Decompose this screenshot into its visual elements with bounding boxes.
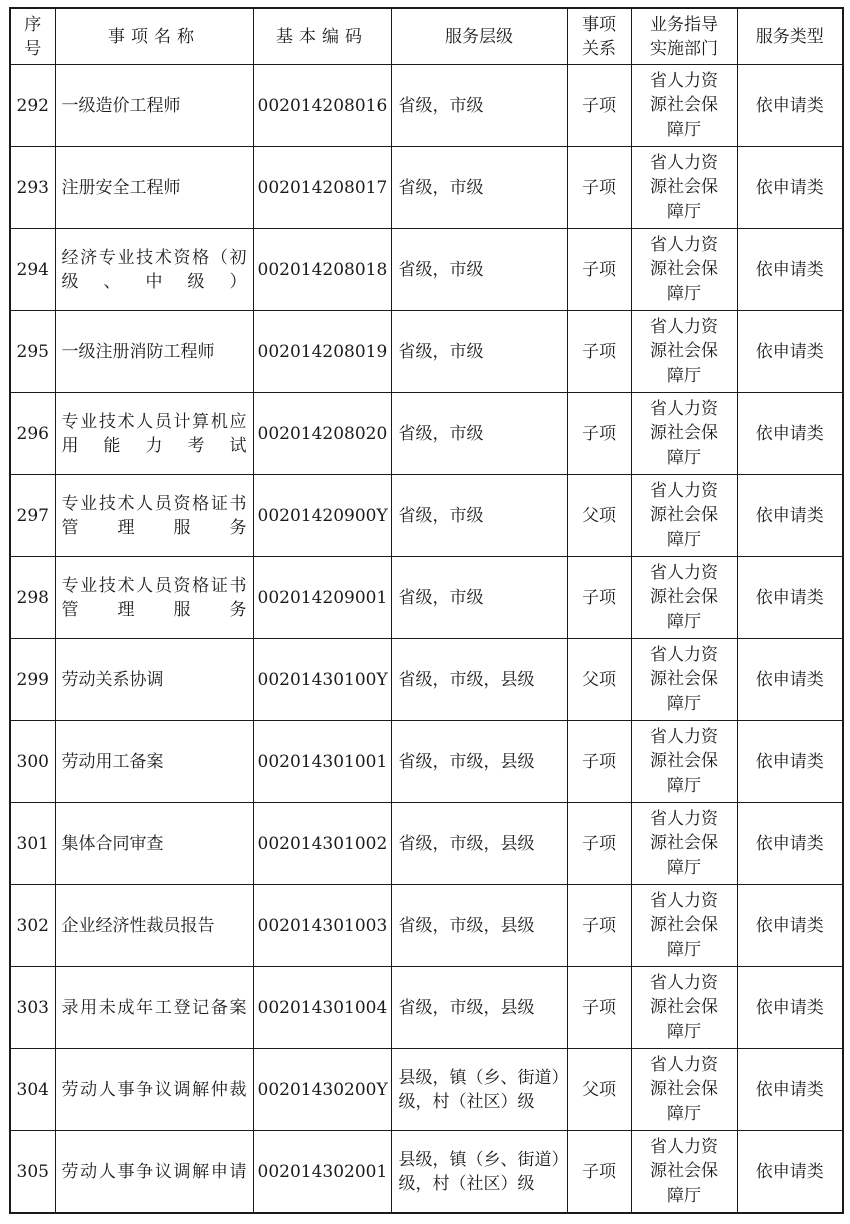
row-dept-line: 障厅 [667, 611, 701, 632]
row-seq: 299 [10, 639, 55, 721]
table-row [10, 65, 843, 147]
row-code: 00201430200Y [253, 1049, 391, 1131]
row-seq: 295 [10, 311, 55, 393]
row-level: 省级，市级 [391, 229, 567, 311]
row-dept [631, 885, 737, 967]
row-code: 002014209001 [253, 557, 391, 639]
row-dept-line: 障厅 [667, 693, 701, 714]
row-name: 经济专业技术资格（初级、中级） [55, 229, 253, 311]
row-code: 00201430100Y [253, 639, 391, 721]
row-code: 002014208018 [253, 229, 391, 311]
row-type: 依申请类 [737, 803, 843, 885]
row-relation: 子项 [567, 803, 631, 885]
row-dept-line: 障厅 [667, 939, 701, 960]
row-relation: 父项 [567, 1049, 631, 1131]
row-level: 省级，市级，县级 [391, 639, 567, 721]
row-dept [631, 65, 737, 147]
row-level: 省级，市级，县级 [391, 885, 567, 967]
row-dept [631, 721, 737, 803]
service-items-table [9, 7, 844, 1214]
row-dept-line: 障厅 [667, 283, 701, 304]
row-type: 依申请类 [737, 721, 843, 803]
table-row [10, 475, 843, 557]
row-code: 002014301003 [253, 885, 391, 967]
header-type: 服务类型 [737, 8, 843, 65]
table-row [10, 311, 843, 393]
header-code: 基本编码 [253, 8, 391, 65]
row-level: 县级，镇（乡、街道）级，村（社区）级 [391, 1049, 567, 1131]
header-name: 事项名称 [55, 8, 253, 65]
table-row [10, 639, 843, 721]
row-dept-line: 障厅 [667, 775, 701, 796]
row-type: 依申请类 [737, 65, 843, 147]
table-row [10, 229, 843, 311]
row-level: 省级，市级，县级 [391, 721, 567, 803]
row-dept-line: 障厅 [667, 1103, 701, 1124]
row-name: 专业技术人员计算机应用能力考试 [55, 393, 253, 475]
row-type: 依申请类 [737, 311, 843, 393]
row-code: 002014301001 [253, 721, 391, 803]
row-type: 依申请类 [737, 967, 843, 1049]
table-row [10, 803, 843, 885]
row-dept-line: 省人力资 [650, 1136, 718, 1157]
row-seq: 292 [10, 65, 55, 147]
row-dept-line: 省人力资 [650, 398, 718, 419]
row-name: 劳动用工备案 [55, 721, 253, 803]
row-seq: 301 [10, 803, 55, 885]
row-dept-line: 障厅 [667, 201, 701, 222]
row-code: 002014208020 [253, 393, 391, 475]
row-level: 省级，市级 [391, 65, 567, 147]
row-relation: 子项 [567, 721, 631, 803]
row-level: 县级，镇（乡、街道）级，村（社区）级 [391, 1131, 567, 1214]
row-seq: 304 [10, 1049, 55, 1131]
row-relation: 子项 [567, 393, 631, 475]
row-dept-line: 源社会保 [650, 915, 718, 936]
row-seq: 302 [10, 885, 55, 967]
row-relation: 父项 [567, 639, 631, 721]
row-seq: 294 [10, 229, 55, 311]
row-name: 集体合同审查 [55, 803, 253, 885]
row-dept-line: 省人力资 [650, 890, 718, 911]
row-seq: 296 [10, 393, 55, 475]
row-name: 劳动人事争议调解仲裁 [55, 1049, 253, 1131]
header-relation: 事项 关系 [567, 8, 631, 65]
row-level: 省级，市级 [391, 557, 567, 639]
row-dept-line: 源社会保 [650, 587, 718, 608]
row-dept-line: 源社会保 [650, 259, 718, 280]
row-dept [631, 1049, 737, 1131]
row-type: 依申请类 [737, 557, 843, 639]
row-level: 省级，市级，县级 [391, 803, 567, 885]
row-dept-line: 省人力资 [650, 808, 718, 829]
header-seq: 序 号 [10, 8, 55, 65]
row-dept-line: 障厅 [667, 447, 701, 468]
row-type: 依申请类 [737, 147, 843, 229]
row-type: 依申请类 [737, 475, 843, 557]
row-relation: 子项 [567, 229, 631, 311]
row-dept-line: 源社会保 [650, 177, 718, 198]
row-dept-line: 障厅 [667, 1185, 701, 1206]
row-dept [631, 639, 737, 721]
row-dept [631, 229, 737, 311]
row-level: 省级，市级 [391, 311, 567, 393]
row-relation: 子项 [567, 1131, 631, 1214]
row-level: 省级，市级 [391, 147, 567, 229]
table-row [10, 1049, 843, 1131]
row-level: 省级，市级 [391, 475, 567, 557]
row-dept-line: 源社会保 [650, 341, 718, 362]
row-dept-line: 障厅 [667, 119, 701, 140]
row-dept [631, 475, 737, 557]
row-type: 依申请类 [737, 1049, 843, 1131]
row-relation: 子项 [567, 967, 631, 1049]
header-level: 服务层级 [391, 8, 567, 65]
row-type: 依申请类 [737, 393, 843, 475]
row-seq: 305 [10, 1131, 55, 1214]
row-level: 省级，市级 [391, 393, 567, 475]
row-type: 依申请类 [737, 229, 843, 311]
row-name: 录用未成年工登记备案 [55, 967, 253, 1049]
row-dept-line: 省人力资 [650, 70, 718, 91]
row-code: 002014301004 [253, 967, 391, 1049]
row-name: 注册安全工程师 [55, 147, 253, 229]
row-type: 依申请类 [737, 639, 843, 721]
row-seq: 303 [10, 967, 55, 1049]
row-dept-line: 源社会保 [650, 669, 718, 690]
row-name: 专业技术人员资格证书管理服务 [55, 557, 253, 639]
row-relation: 子项 [567, 557, 631, 639]
row-dept-line: 省人力资 [650, 644, 718, 665]
row-seq: 297 [10, 475, 55, 557]
row-seq: 293 [10, 147, 55, 229]
table-row [10, 967, 843, 1049]
table-row [10, 393, 843, 475]
table-row [10, 885, 843, 967]
row-relation: 子项 [567, 147, 631, 229]
row-name: 企业经济性裁员报告 [55, 885, 253, 967]
row-dept-line: 省人力资 [650, 480, 718, 501]
row-dept [631, 1131, 737, 1214]
row-dept-line: 障厅 [667, 1021, 701, 1042]
row-dept [631, 557, 737, 639]
row-dept-line: 省人力资 [650, 152, 718, 173]
row-dept-line: 源社会保 [650, 997, 718, 1018]
row-relation: 子项 [567, 65, 631, 147]
table-row [10, 557, 843, 639]
row-dept [631, 803, 737, 885]
row-name: 一级注册消防工程师 [55, 311, 253, 393]
header-row [10, 8, 843, 65]
table-row [10, 1131, 843, 1214]
table-row [10, 721, 843, 803]
row-seq: 300 [10, 721, 55, 803]
row-relation: 子项 [567, 311, 631, 393]
row-code: 002014301002 [253, 803, 391, 885]
row-relation: 父项 [567, 475, 631, 557]
row-name: 一级造价工程师 [55, 65, 253, 147]
row-dept [631, 311, 737, 393]
row-dept-line: 源社会保 [650, 833, 718, 854]
row-dept-line: 源社会保 [650, 95, 718, 116]
row-name: 专业技术人员资格证书管理服务 [55, 475, 253, 557]
row-code: 002014208017 [253, 147, 391, 229]
row-dept-line: 源社会保 [650, 1079, 718, 1100]
row-code: 002014302001 [253, 1131, 391, 1214]
row-dept-line: 源社会保 [650, 751, 718, 772]
row-code: 002014208019 [253, 311, 391, 393]
row-dept-line: 省人力资 [650, 234, 718, 255]
row-dept-line: 省人力资 [650, 562, 718, 583]
row-dept-line: 障厅 [667, 857, 701, 878]
row-relation: 子项 [567, 885, 631, 967]
row-dept-line: 省人力资 [650, 316, 718, 337]
row-dept-line: 省人力资 [650, 1054, 718, 1075]
row-code: 002014208016 [253, 65, 391, 147]
row-type: 依申请类 [737, 1131, 843, 1214]
row-dept-line: 源社会保 [650, 423, 718, 444]
row-name: 劳动关系协调 [55, 639, 253, 721]
row-dept-line: 障厅 [667, 365, 701, 386]
row-level: 省级，市级，县级 [391, 967, 567, 1049]
row-dept [631, 147, 737, 229]
row-dept-line: 源社会保 [650, 505, 718, 526]
row-dept-line: 省人力资 [650, 972, 718, 993]
row-type: 依申请类 [737, 885, 843, 967]
row-seq: 298 [10, 557, 55, 639]
row-name: 劳动人事争议调解申请 [55, 1131, 253, 1214]
row-dept-line: 源社会保 [650, 1161, 718, 1182]
header-dept: 业务指导 实施部门 [631, 8, 737, 65]
row-code: 00201420900Y [253, 475, 391, 557]
row-dept [631, 393, 737, 475]
row-dept [631, 967, 737, 1049]
row-dept-line: 障厅 [667, 529, 701, 550]
table-row [10, 147, 843, 229]
row-dept-line: 省人力资 [650, 726, 718, 747]
